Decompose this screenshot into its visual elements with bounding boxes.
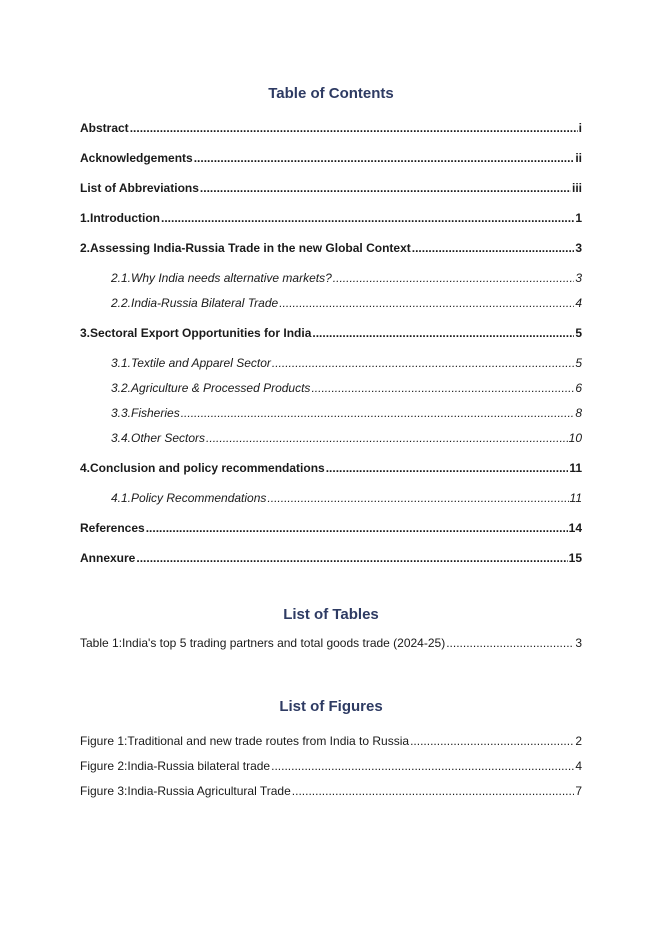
toc-entry-title: List of Abbreviations (80, 181, 199, 195)
dot-leader (279, 295, 574, 311)
toc-entry-conclusion[interactable] (80, 460, 582, 476)
toc-entry-title: Agriculture & Processed Products (131, 381, 311, 395)
toc-entry-number: 1. (80, 211, 91, 225)
toc-entry-number: 2.1. (111, 271, 132, 285)
toc-heading: Table of Contents (268, 85, 394, 102)
toc-entry-assessing[interactable] (80, 240, 582, 256)
toc-entry-title: Annexure (80, 551, 136, 565)
toc-entry-title: Sectoral Export Opportunities for India (90, 326, 312, 340)
toc-entry-title: Textile and Apparel Sector (131, 356, 271, 370)
toc-entry-page: 14 (568, 521, 582, 535)
toc-entry-textile[interactable] (111, 355, 582, 371)
list-of-figures-heading: List of Figures (279, 698, 383, 715)
toc-entry-title: Fisheries (131, 406, 180, 420)
figure-entry-title: Traditional and new trade routes from India to Russia (127, 734, 410, 748)
figure-entry-page: 2 (575, 734, 582, 748)
figure-entry-1[interactable] (80, 733, 582, 749)
figure-entry-page: 7 (575, 784, 582, 798)
toc-entry-title: Assessing India-Russia Trade in the new Global Context (90, 241, 411, 255)
toc-entry-title: Policy Recommendations (131, 491, 267, 505)
dot-leader (271, 758, 574, 774)
toc-entry-number: 3.2. (111, 381, 132, 395)
dot-leader (446, 635, 574, 651)
dot-leader (272, 355, 574, 371)
table-entry-title: India's top 5 trading partners and total goods trade (2024-25) (122, 636, 446, 650)
toc-entry-title: Introduction (90, 211, 160, 225)
toc-entry-bilateral-trade[interactable] (111, 295, 582, 311)
toc-entry-page: 1 (575, 211, 582, 225)
toc-entry-number: 4. (80, 461, 91, 475)
toc-entry-policy-recommendations[interactable] (111, 490, 582, 506)
dot-leader (130, 120, 578, 136)
toc-entry-introduction[interactable] (80, 210, 582, 226)
figure-entry-number: Figure 1: (80, 734, 128, 748)
dot-leader (412, 240, 575, 256)
toc-entry-page: 11 (569, 491, 582, 505)
toc-entry-title: Abstract (80, 121, 129, 135)
toc-entry-page: 5 (575, 356, 582, 370)
toc-entry-page: 3 (575, 271, 582, 285)
toc-entry-page: 11 (569, 461, 582, 475)
toc-entry-sectoral[interactable] (80, 325, 582, 341)
toc-entry-page: i (578, 121, 582, 135)
toc-entry-other-sectors[interactable] (111, 430, 582, 446)
toc-entry-page: 6 (575, 381, 582, 395)
toc-entry-page: 15 (568, 551, 582, 565)
toc-entry-page: 3 (575, 241, 582, 255)
toc-entry-annexure[interactable] (80, 550, 582, 566)
dot-leader (292, 783, 575, 799)
figure-entry-number: Figure 2: (80, 759, 128, 773)
toc-entry-page: 4 (575, 296, 582, 310)
list-of-tables-heading: List of Tables (283, 606, 379, 623)
toc-entry-acknowledgements[interactable] (80, 150, 582, 166)
toc-entry-page: 8 (575, 406, 582, 420)
dot-leader (136, 550, 567, 566)
toc-entry-title: References (80, 521, 145, 535)
dot-leader (410, 733, 574, 749)
toc-entry-number: 3.3. (111, 406, 132, 420)
dot-leader (311, 380, 574, 396)
figure-entry-title: India-Russia bilateral trade (127, 759, 271, 773)
toc-entry-title: Conclusion and policy recommendations (90, 461, 325, 475)
toc-entry-page: 10 (568, 431, 582, 445)
toc-entry-why-india[interactable] (111, 270, 582, 286)
toc-entry-page: 5 (575, 326, 582, 340)
toc-entry-number: 3.4. (111, 431, 132, 445)
figure-entry-number: Figure 3: (80, 784, 128, 798)
dot-leader (200, 180, 571, 196)
toc-entry-page: ii (575, 151, 582, 165)
toc-entry-number: 4.1. (111, 491, 132, 505)
toc-entry-number: 2.2. (111, 296, 132, 310)
toc-entry-agriculture[interactable] (111, 380, 582, 396)
figure-entry-title: India-Russia Agricultural Trade (127, 784, 291, 798)
dot-leader (161, 210, 574, 226)
dot-leader (333, 270, 575, 286)
figure-entry-2[interactable] (80, 758, 582, 774)
toc-entry-title: Other Sectors (131, 431, 206, 445)
dot-leader (312, 325, 574, 341)
dot-leader (267, 490, 568, 506)
toc-entry-number: 3. (80, 326, 91, 340)
toc-entry-title: Why India needs alternative markets? (131, 271, 332, 285)
figure-entry-3[interactable] (80, 783, 582, 799)
toc-entry-number: 2. (80, 241, 91, 255)
toc-entry-number: 3.1. (111, 356, 132, 370)
table-entry-number: Table 1: (80, 636, 123, 650)
dot-leader (326, 460, 569, 476)
table-entry-page: 3 (575, 636, 582, 650)
toc-entry-references[interactable] (80, 520, 582, 536)
dot-leader (181, 405, 575, 421)
dot-leader (206, 430, 568, 446)
toc-entry-fisheries[interactable] (111, 405, 582, 421)
toc-entry-abbreviations[interactable] (80, 180, 582, 196)
figure-entry-page: 4 (575, 759, 582, 773)
dot-leader (194, 150, 575, 166)
toc-entry-abstract[interactable] (80, 120, 582, 136)
toc-entry-title: Acknowledgements (80, 151, 193, 165)
table-entry-1[interactable] (80, 635, 582, 651)
toc-entry-page: iii (571, 181, 582, 195)
toc-entry-title: India-Russia Bilateral Trade (131, 296, 279, 310)
dot-leader (146, 520, 568, 536)
